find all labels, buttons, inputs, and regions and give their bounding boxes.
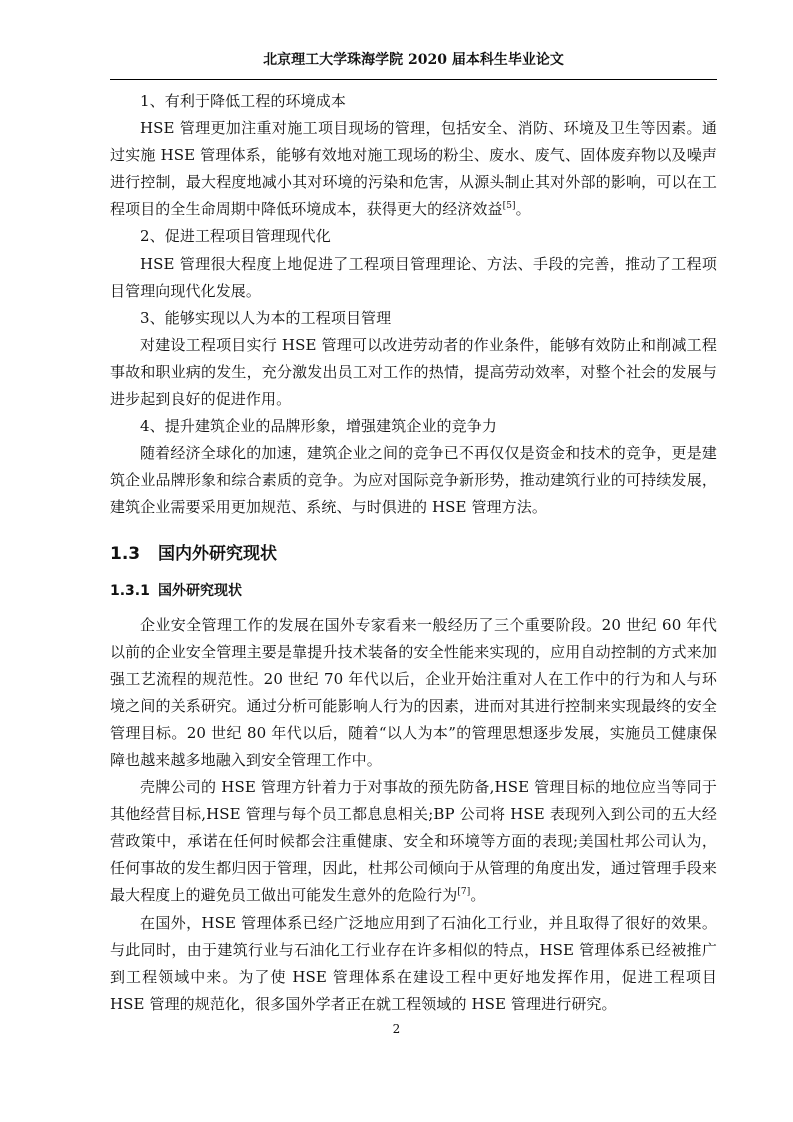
paragraph: 对建设工程项目实行 HSE 管理可以改进劳动者的作业条件，能够有效防止和削减工程事故和职业病的发生，充分激发出员工对工作的热情，提高劳动效率，对整个社会的发展与进步起到良好的促进作用。 [110, 335, 717, 409]
page-number: 2 [392, 1022, 401, 1036]
paragraph: 壳牌公司的 HSE 管理方针着力于对事故的预先防备,HSE 管理目标的地位应当等同于其他经营目标,HSE 管理与每个员工都息息相关;BP 公司将 HSE 表现列入到公司的五大经营政策中，承诺在任何时候都会注重健康、安全和环境等方面的表现;美国杜邦公司认为，任何事故的发生都归因于管理，因此，杜邦公司倾向于从管理的角度出发，通过管理手段来最大程度上的避免员工做出可能发生意外的危险行为[7]。 [110, 778, 717, 905]
paragraph: 在国外，HSE 管理体系已经广泛地应用到了石油化工行业，并且取得了很好的效果。与此同时，由于建筑行业与石油化工行业存在许多相似的特点，HSE 管理体系已经被推广到工程领域中来。为了使 HSE 管理体系在建设工程中更好地发挥作用，促进工程项目 HSE 管理的规范化，很多国外学者正在就工程领域的 HSE 管理进行研究。 [110, 913, 717, 1013]
subsection-number: 1.3.1 [110, 582, 150, 599]
list-item-heading: 4、提升建筑企业的品牌形象，增强建筑企业的竞争力 [140, 417, 497, 436]
citation: [5] [502, 201, 516, 212]
list-item-heading: 2、促进工程项目管理现代化 [140, 227, 331, 246]
running-header: 北京理工大学珠海学院 2020 届本科生毕业论文 [263, 52, 564, 68]
subsection-title: 国外研究现状 [158, 582, 242, 599]
subsection-heading [110, 578, 717, 604]
document-body [110, 88, 717, 1018]
paragraph: HSE 管理很大程度上地促进了工程项目管理理论、方法、手段的完善，推动了工程项目管理向现代化发展。 [110, 254, 717, 300]
section-title: 国内外研究现状 [158, 543, 277, 564]
list-item-heading: 3、能够实现以人为本的工程项目管理 [140, 308, 392, 327]
list-item-heading: 1、有利于降低工程的环境成本 [140, 92, 346, 110]
paragraph: HSE 管理更加注重对施工项目现场的管理，包括安全、消防、环境及卫生等因素。通过实施 HSE 管理体系，能够有效地对施工现场的粉尘、废水、废气、固体废弃物以及噪声进行控制，最大程度地减小其对环境的污染和危害，从源头制止其对外部的影响，可以在工程项目的全生命周期中降低环境成本，获得更大的经济效益[5]。 [110, 119, 717, 219]
header-rule [110, 79, 717, 80]
section-number: 1.3 [110, 543, 141, 564]
section-heading [110, 536, 717, 572]
paragraph: 企业安全管理工作的发展在国外专家看来一般经历了三个重要阶段。20 世纪 60 年代以前的企业安全管理主要是靠提升技术装备的安全性能来实现的，应用自动控制的方式来加强工艺流程的规范性。20 世纪 70 年代以后，企业开始注重对人在工作中的行为和人与环境之间的关系研究。通过分析可能影响人行为的因素，进而对其进行控制来实现最终的安全管理目标。20 世纪 80 年代以后，随着“以人为本”的管理思想逐步发展，实施员工健康保障也越来越多地融入到安全管理工作中。 [110, 615, 717, 769]
citation: [7] [457, 887, 471, 898]
paragraph: 随着经济全球化的加速，建筑企业之间的竞争已不再仅仅是资金和技术的竞争，更是建筑企业品牌形象和综合素质的竞争。为应对国际竞争新形势，推动建筑行业的可持续发展，建筑企业需要采用更加规范、系统、与时俱进的 HSE 管理方法。 [110, 444, 717, 517]
